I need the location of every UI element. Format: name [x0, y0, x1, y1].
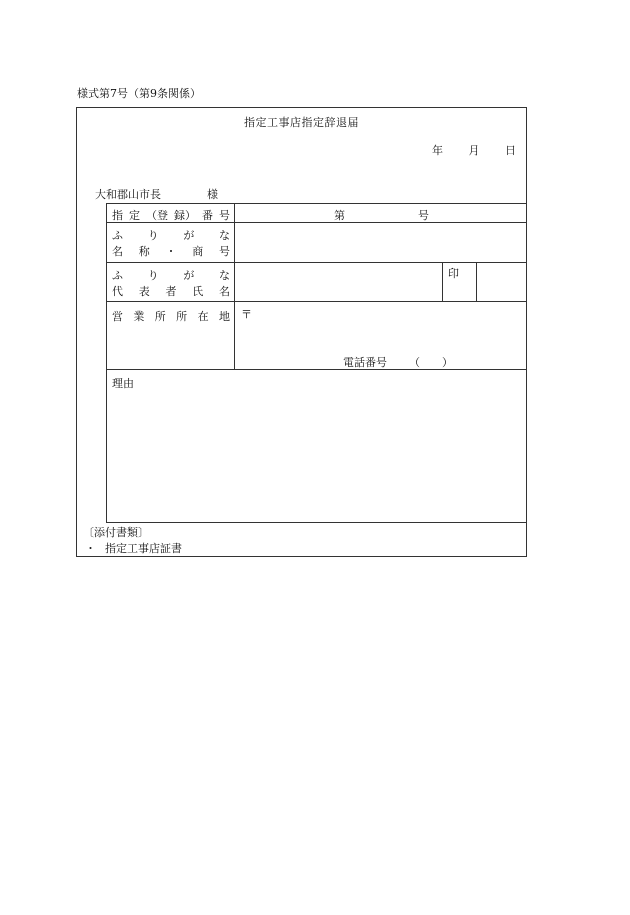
year-label: 年	[432, 144, 443, 157]
business-address-label: 営 業 所 所 在 地	[112, 310, 230, 323]
phone-parentheses: （ ）	[409, 356, 453, 369]
reason-label: 理由	[112, 377, 134, 390]
rep-furigana-label: ふ り が な	[112, 269, 230, 282]
name-trade-name-label: 名 称 ・ 商 号	[112, 245, 230, 258]
phone-label: 電話番号	[343, 356, 387, 369]
addressee-honorific: 様	[207, 188, 218, 201]
month-label: 月	[468, 144, 480, 157]
addressee-name: 大和郡山市長	[95, 188, 161, 201]
attachments-heading: 〔添付書類〕	[83, 526, 149, 539]
addressee	[95, 186, 218, 202]
representative-name-label: 代 表 者 氏 名	[112, 285, 230, 298]
reason-field[interactable]	[108, 392, 525, 520]
attachment-item	[85, 540, 182, 556]
seal-mark: 印	[448, 267, 459, 280]
date-line	[432, 142, 516, 158]
day-label: 日	[505, 144, 516, 157]
form-reference: 様式第7号（第9条関係）	[77, 87, 201, 100]
attachment-item-label: 指定工事店証書	[105, 542, 182, 555]
application-table	[106, 203, 527, 523]
designation-dai: 第	[334, 209, 345, 222]
representative-name-field[interactable]	[237, 302, 441, 339]
form-frame	[76, 107, 527, 557]
attachment-bullet: ・	[85, 542, 96, 555]
name-field[interactable]	[237, 263, 527, 300]
name-furigana-label: ふ り が な	[112, 229, 230, 242]
postal-mark: 〒	[241, 308, 252, 321]
designation-number-field[interactable]	[237, 223, 527, 261]
designation-go: 号	[418, 209, 429, 222]
designation-number-label: 指 定 （登 録） 番 号	[112, 209, 230, 222]
form-title: 指定工事店指定辞退届	[244, 116, 359, 129]
